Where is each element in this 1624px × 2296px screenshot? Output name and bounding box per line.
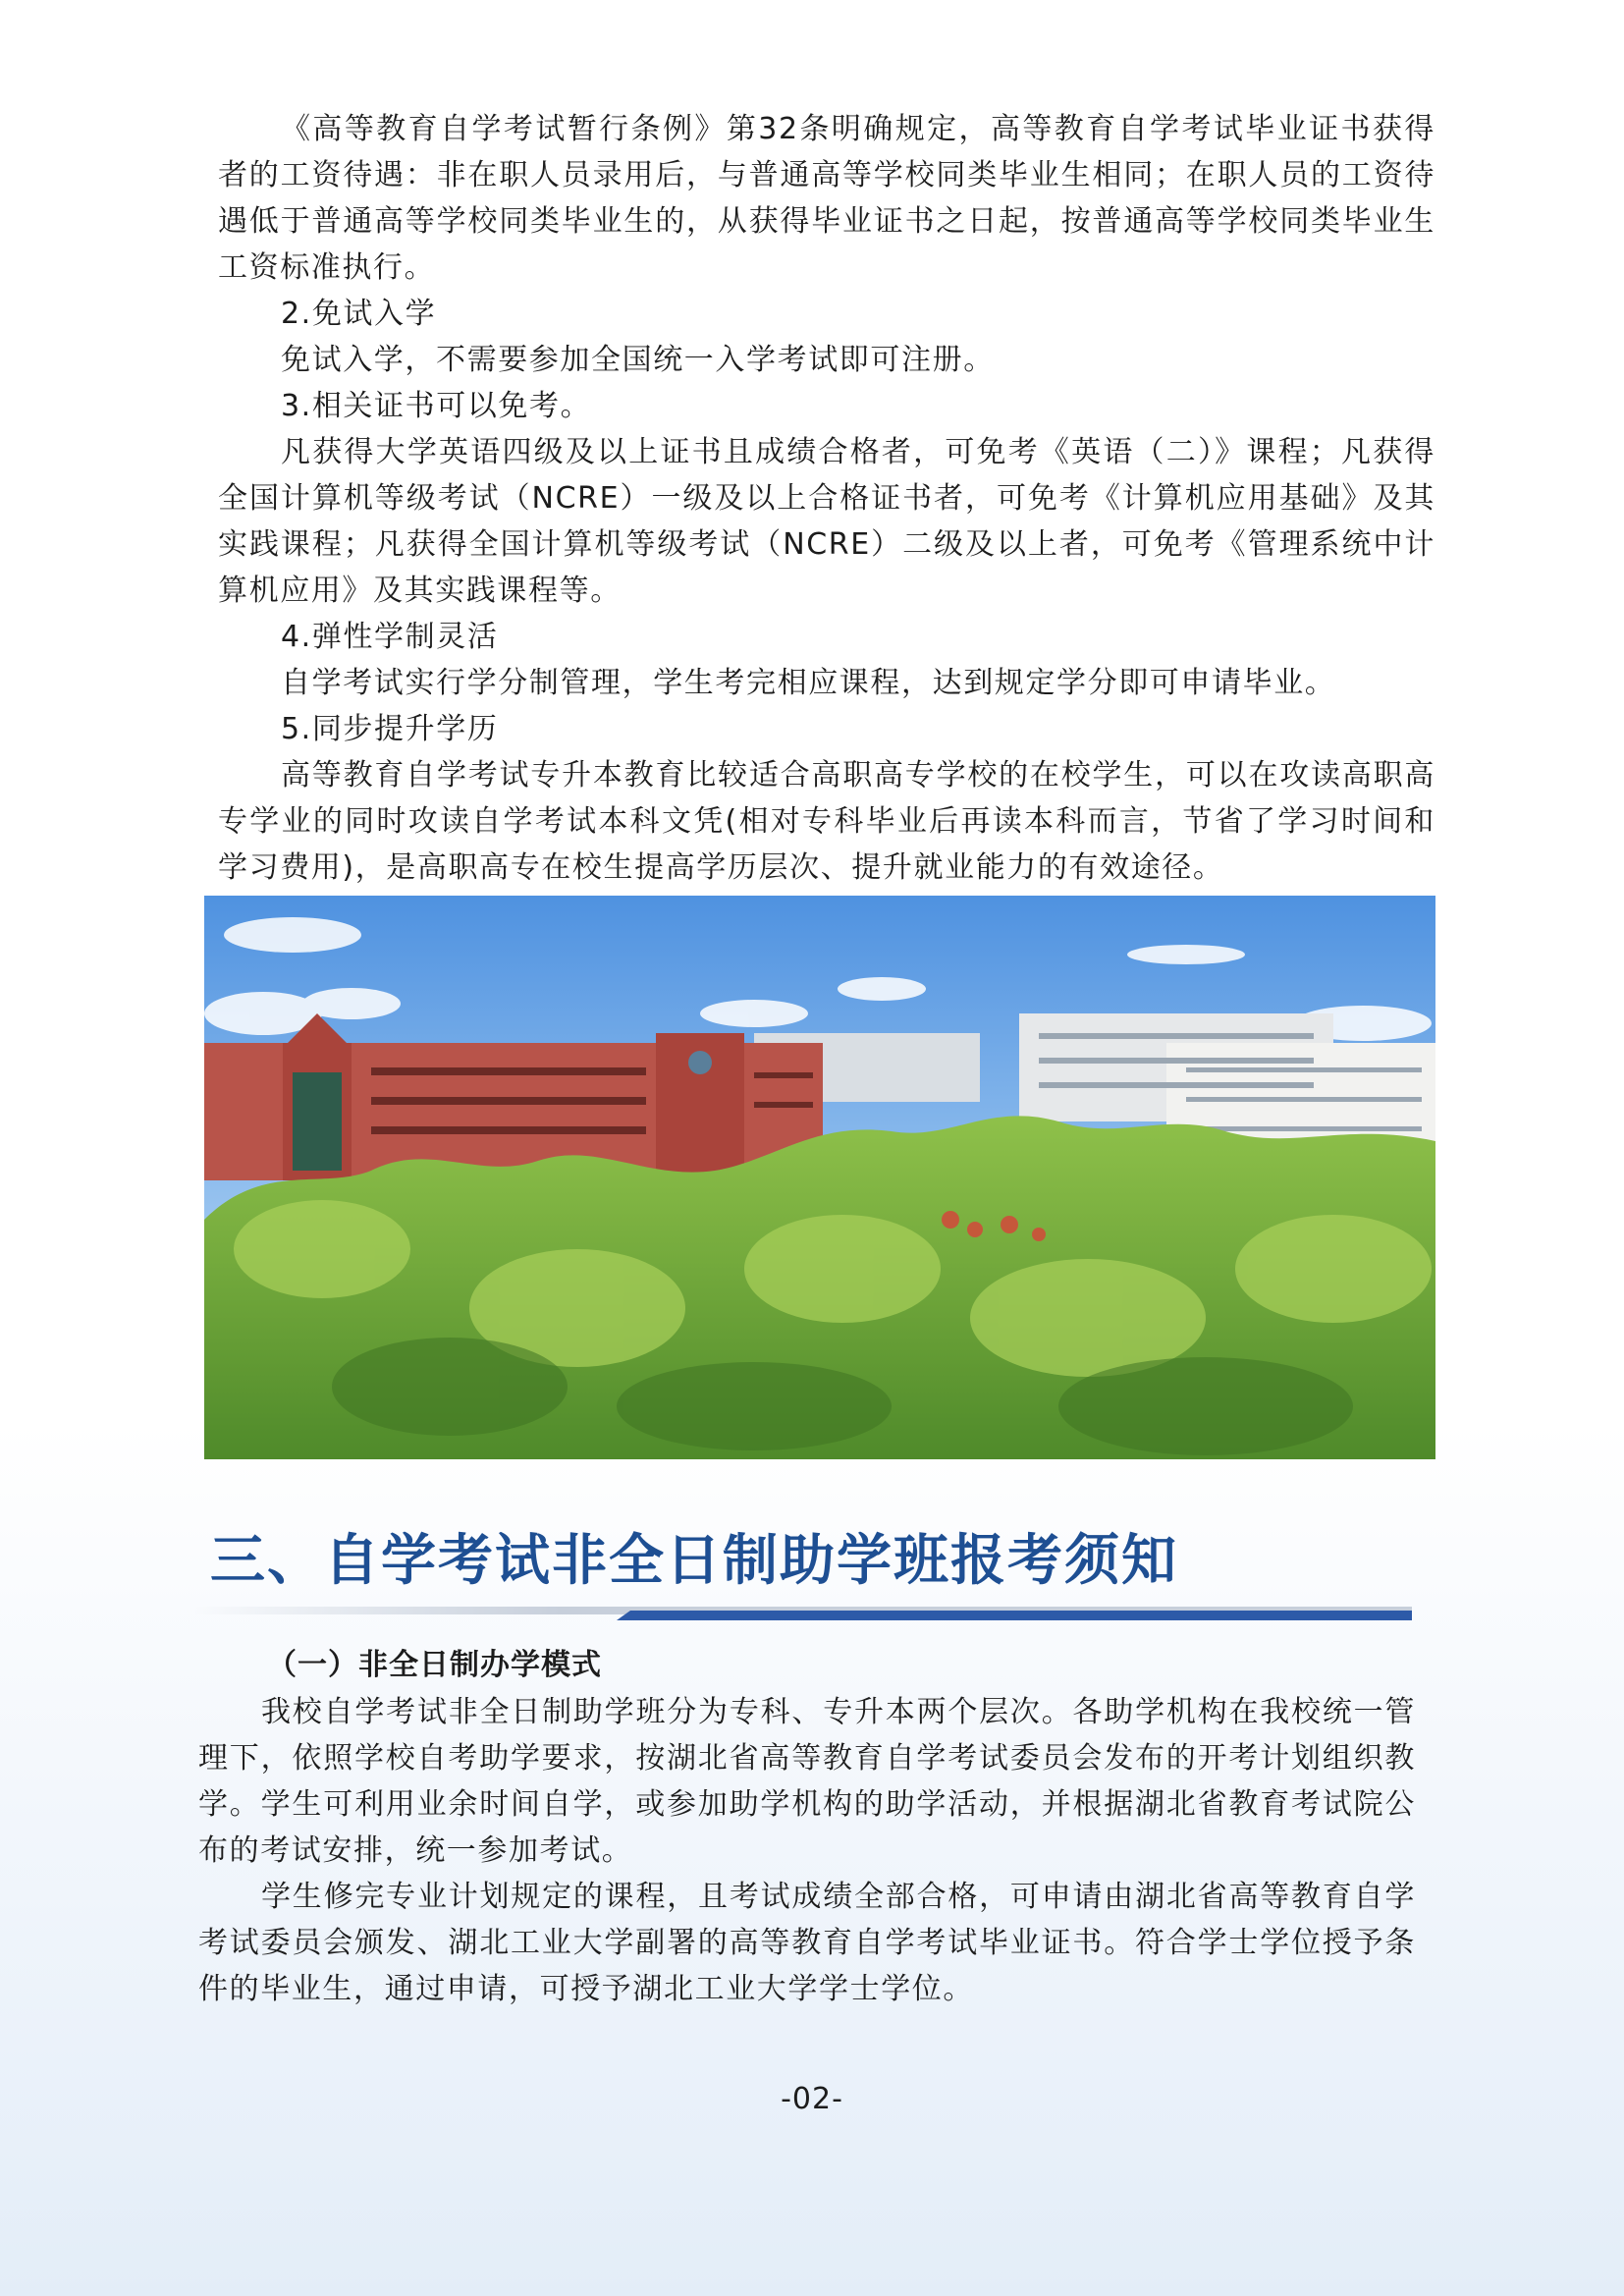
paragraph-flexible-system: 自学考试实行学分制管理，学生考完相应课程，达到规定学分即可申请毕业。 bbox=[281, 666, 1336, 700]
paragraph-exam-free-entry: 免试入学，不需要参加全国统一入学考试即可注册。 bbox=[281, 343, 995, 377]
body-text-top bbox=[218, 106, 1435, 891]
paragraph-degree-upgrade: 高等教育自学考试专升本教育比较适合高职高专学校的在校学生，可以在攻读高职高专学业的同时攻读自学考试本科文凭(相对专科毕业后再读本科而言，节省了学习时间和学习费用)，是高职高专在校生提高学历层次、提升就业能力的有效途径。 bbox=[218, 758, 1435, 885]
paragraph-certificate-exemption: 凡获得大学英语四级及以上证书且成绩合格者，可免考《英语（二）》课程；凡获得全国计算机等级考试（NCRE）一级及以上合格证书者，可免考《计算机应用基础》及其实践课程；凡获得全国计算机等级考试（NCRE）二级及以上者，可免考《管理系统中计算机应用》及其实践课程等。 bbox=[218, 435, 1435, 608]
section-title: 三、自学考试非全日制助学班报考须知 bbox=[210, 1529, 1178, 1593]
heading-exam-free-entry: 2.免试入学 bbox=[281, 297, 437, 331]
subsection-title: （一）非全日制办学模式 bbox=[267, 1648, 602, 1682]
heading-degree-upgrade: 5.同步提升学历 bbox=[281, 712, 499, 746]
paragraph-graduation: 学生修完专业计划规定的课程，且考试成绩全部合格，可申请由湖北省高等教育自学考试委员会颁发、湖北工业大学副署的高等教育自学考试毕业证书。符合学士学位授予条件的毕业生，通过申请，可授予湖北工业大学学士学位。 bbox=[198, 1880, 1416, 2006]
paragraph-study-mode: 我校自学考试非全日制助学班分为专科、专升本两个层次。各助学机构在我校统一管理下，依照学校自考助学要求，按湖北省高等教育自学考试委员会发布的开考计划组织教学。学生可利用业余时间自学，或参加助学机构的助学活动，并根据湖北省教育考试院公布的考试安排，统一参加考试。 bbox=[198, 1695, 1416, 1868]
body-text-bottom bbox=[198, 1689, 1416, 2012]
title-underline-blue bbox=[617, 1611, 1412, 1620]
heading-certificate-exemption: 3.相关证书可以免考。 bbox=[281, 389, 592, 423]
heading-flexible-system: 4.弹性学制灵活 bbox=[281, 620, 499, 654]
paragraph-salary: 《高等教育自学考试暂行条例》第32条明确规定，高等教育自学考试毕业证书获得者的工资待遇：非在职人员录用后，与普通高等学校同类毕业生相同；在职人员的工资待遇低于普通高等学校同类毕业生的，从获得毕业证书之日起，按普通高等学校同类毕业生工资标准执行。 bbox=[218, 112, 1435, 285]
page-number: -02- bbox=[781, 2082, 843, 2116]
campus-photo bbox=[204, 896, 1435, 1459]
